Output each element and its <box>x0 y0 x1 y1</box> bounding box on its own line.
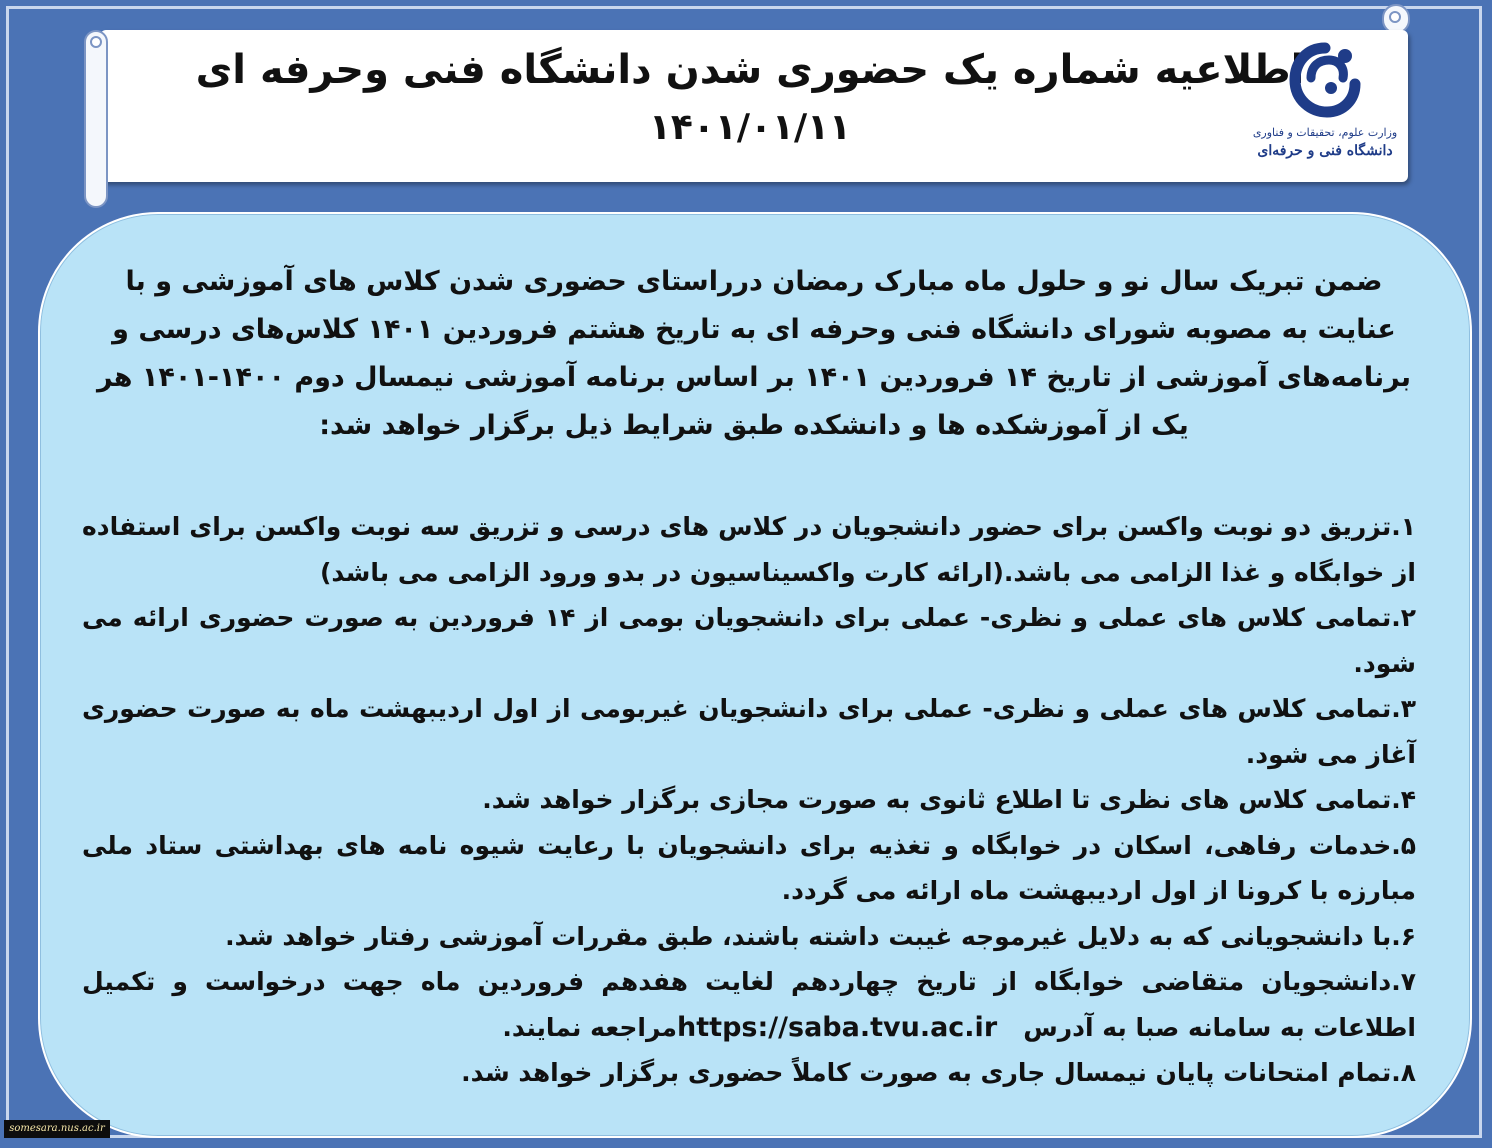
page-title: اطلاعیه شماره یک حضوری شدن دانشگاه فنی وحرفه ای <box>195 47 1305 93</box>
announcement-date: ۱۴۰۱/۰۱/۱۱ <box>648 107 852 148</box>
tvu-emblem-icon <box>1285 38 1365 120</box>
list-item-tail: مراجعه نمایند. <box>502 1012 678 1042</box>
conditions-list <box>82 504 1416 1096</box>
list-item <box>82 959 1416 1050</box>
list-item-text: ۷.دانشجویان متقاضی خوابگاه از تاریخ چهاردهم لغایت هفدهم فروردین ماه جهت درخواست و تکمیل اطلاعات به سامانه صبا به آدرس <box>82 967 1416 1042</box>
list-item: ۳.تمامی کلاس های عملی و نظری- عملی برای دانشجویان غیربومی از اول اردیبهشت ماه به صورت حضوری آغاز می شود. <box>82 694 1416 769</box>
logo-university-text: دانشگاه فنی و حرفه‌ای <box>1257 143 1393 159</box>
list-item: ۸.تمام امتحانات پایان نیمسال جاری به صورت کاملاً حضوری برگزار خواهد شد. <box>461 1058 1416 1087</box>
logo-ministry-text: وزارت علوم، تحقیقات و فناوری <box>1252 126 1398 139</box>
list-item: ۴.تمامی کلاس های نظری تا اطلاع ثانوی به صورت مجازی برگزار خواهد شد. <box>482 785 1416 814</box>
list-item: ۶.با دانشجویانی که به دلایل غیرموجه غیبت داشته باشند، طبق مقررات آموزشی رفتار خواهد شد. <box>225 921 1416 951</box>
list-item: ۵.خدمات رفاهی، اسکان در خوابگاه و تغذیه برای دانشجویان با رعایت شیوه نامه های بهداشتی ستاد ملی مبارزه با کرونا از اول اردیبهشت ماه ارائه می گردد. <box>82 830 1416 905</box>
list-item: ۱.تزریق دو نوبت واکسن برای حضور دانشجویان در کلاس های درسی و تزریق سه نوبت واکسن برای استفاده از خوابگاه و غذا الزامی می باشد.(ارائه کارت واکسیناسیون در بدو ورود الزامی می باشد) <box>82 512 1416 587</box>
source-watermark: somesara.nus.ac.ir <box>4 1120 110 1138</box>
scroll-curl-left <box>84 30 108 208</box>
list-item: ۲.تمامی کلاس های عملی و نظری- عملی برای دانشجویان بومی از ۱۴ فروردین به صورت حضوری ارائه می شود. <box>82 603 1416 678</box>
university-logo <box>1250 38 1400 178</box>
intro-paragraph: ضمن تبریک سال نو و حلول ماه مبارک رمضان درراستای حضوری شدن کلاس های آموزشی و با عنایت به مصوبه شورای دانشگاه فنی وحرفه ای به تاریخ هشتم فروردین ۱۴۰۱ کلاس‌های درسی و برنامه‌های آموزشی از تاریخ ۱۴ فروردین ۱۴۰۱ بر اساس برنامه آموزشی نیمسال دوم ۱۴۰۰-۱۴۰۱ هر یک از آموزشکده ها و دانشکده طبق شرایط ذیل برگزار خواهد شد: <box>96 266 1412 441</box>
saba-link[interactable]: https://saba.tvu.ac.ir <box>677 1011 998 1043</box>
